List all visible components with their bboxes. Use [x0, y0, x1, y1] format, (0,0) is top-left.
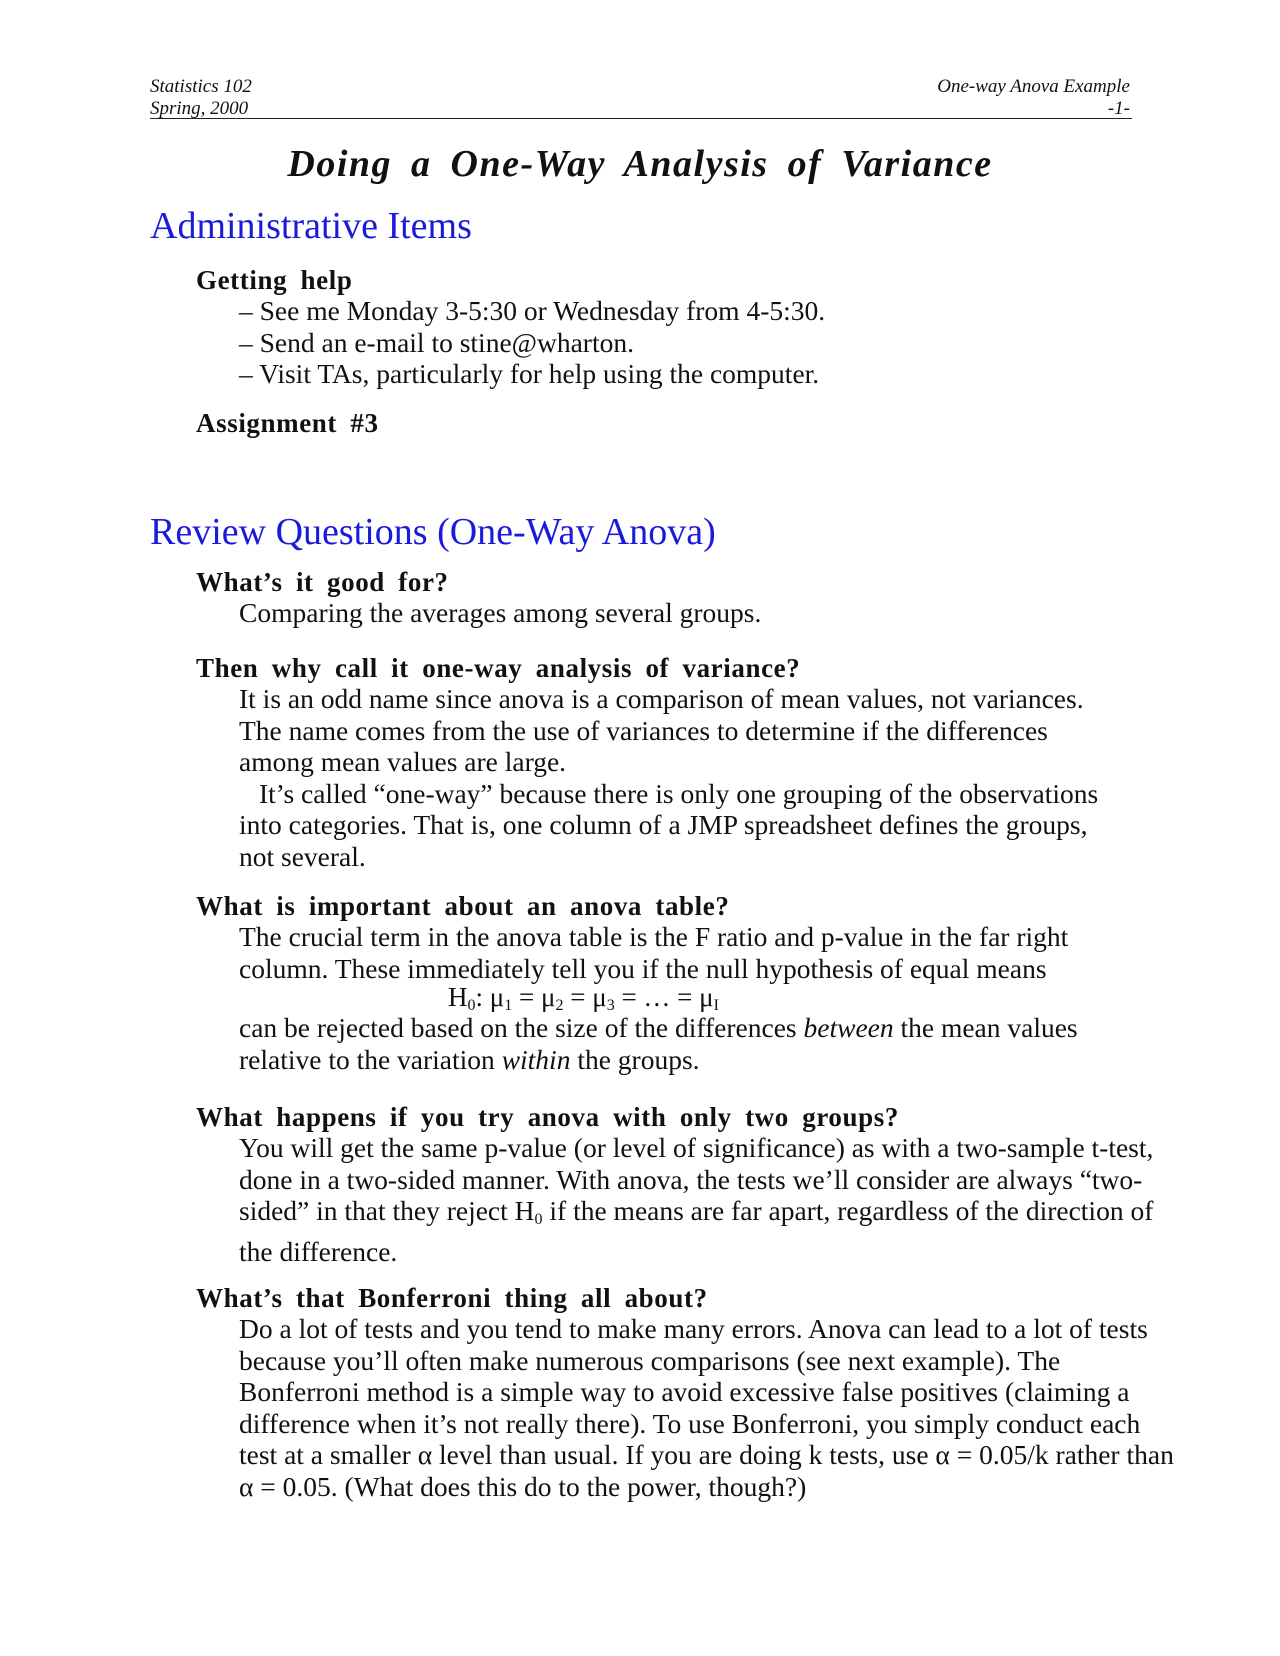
answer-1: Comparing the averages among several groups.: [239, 597, 762, 628]
help-item: – Visit TAs, particularly for help using the computer.: [239, 358, 820, 389]
help-heading: Getting help: [196, 265, 353, 295]
page-title: Doing a One-Way Analysis of Variance: [287, 143, 993, 185]
help-item: – See me Monday 3-5:30 or Wednesday from 4-5:30.: [239, 295, 826, 326]
alpha-symbol: α: [239, 1470, 254, 1502]
answer-3-intro: The crucial term in the anova table is the F ratio and p-value in the far right column. These immediately tell you if the null hypothesis of equal means: [239, 921, 1069, 984]
answer-2-para-2: It’s called “one-way” because there is only one grouping of the observations into categories. That is, one column of a JMP spreadsheet defines the groups, not several.: [239, 777, 1099, 872]
question-2: Then why call it one-way analysis of variance?: [196, 653, 801, 683]
null-hypothesis-formula: $H_0$: $\mu_1 = \mu_2 = \mu_3$ = … = $\mu_I$: [448, 982, 719, 1014]
question-5: What’s that Bonferroni thing all about?: [196, 1283, 708, 1313]
page-number: -1-: [1107, 98, 1130, 119]
assignment-heading: Assignment #3: [196, 408, 379, 438]
answer-3-conclusion: can be rejected based on the size of the differences between the mean values relative to the variation within the groups.: [239, 1012, 1078, 1075]
question-3: What is important about an anova table?: [196, 891, 730, 921]
section-heading-admin: Administrative Items: [150, 205, 472, 247]
answer-2-para-1: It is an odd name since anova is a comparison of mean values, not variances. The name comes from the use of variances to determine if the differences among mean values are large.: [239, 683, 1084, 777]
topic-name: One-way Anova Example: [937, 76, 1130, 97]
question-4: What happens if you try anova with only two groups?: [196, 1102, 899, 1132]
answer-2: [239, 683, 1119, 872]
alpha-symbol: α: [935, 1439, 950, 1470]
emphasis-within: within: [501, 1043, 571, 1075]
answer-5: Do a lot of tests and you tend to make many errors. Anova can lead to a lot of tests because you’ll often make numerous comparisons (see next example). The Bonferroni method is a simple way to avoid excessive false positives (claiming a difference when it’s not really there). To use Bonferroni, you simply conduct each test at a smaller α level than usual. If you are doing k tests, use α = 0.05/k rather than α = 0.05. (What does this do to the power, though?): [239, 1313, 1174, 1502]
question-1: What’s it good for?: [196, 567, 449, 597]
alpha-symbol: α: [417, 1439, 433, 1470]
header-rule: [150, 118, 1132, 119]
help-item: – Send an e-mail to stine@wharton.: [239, 326, 634, 358]
course-name: Statistics 102: [150, 76, 252, 97]
emphasis-between: between: [803, 1012, 894, 1043]
answer-4: You will get the same p-value (or level of significance) as with a two-sample t-test, done in a two-sided manner. With anova, the tests we’ll consider are always “two-sided” in that they reject $H_0$ if the means are far apart, regardless of the direction of the difference.: [239, 1132, 1154, 1267]
term-name: Spring, 2000: [150, 98, 249, 119]
section-heading-review: Review Questions (One-Way Anova): [150, 511, 716, 553]
help-list: [239, 295, 1199, 390]
